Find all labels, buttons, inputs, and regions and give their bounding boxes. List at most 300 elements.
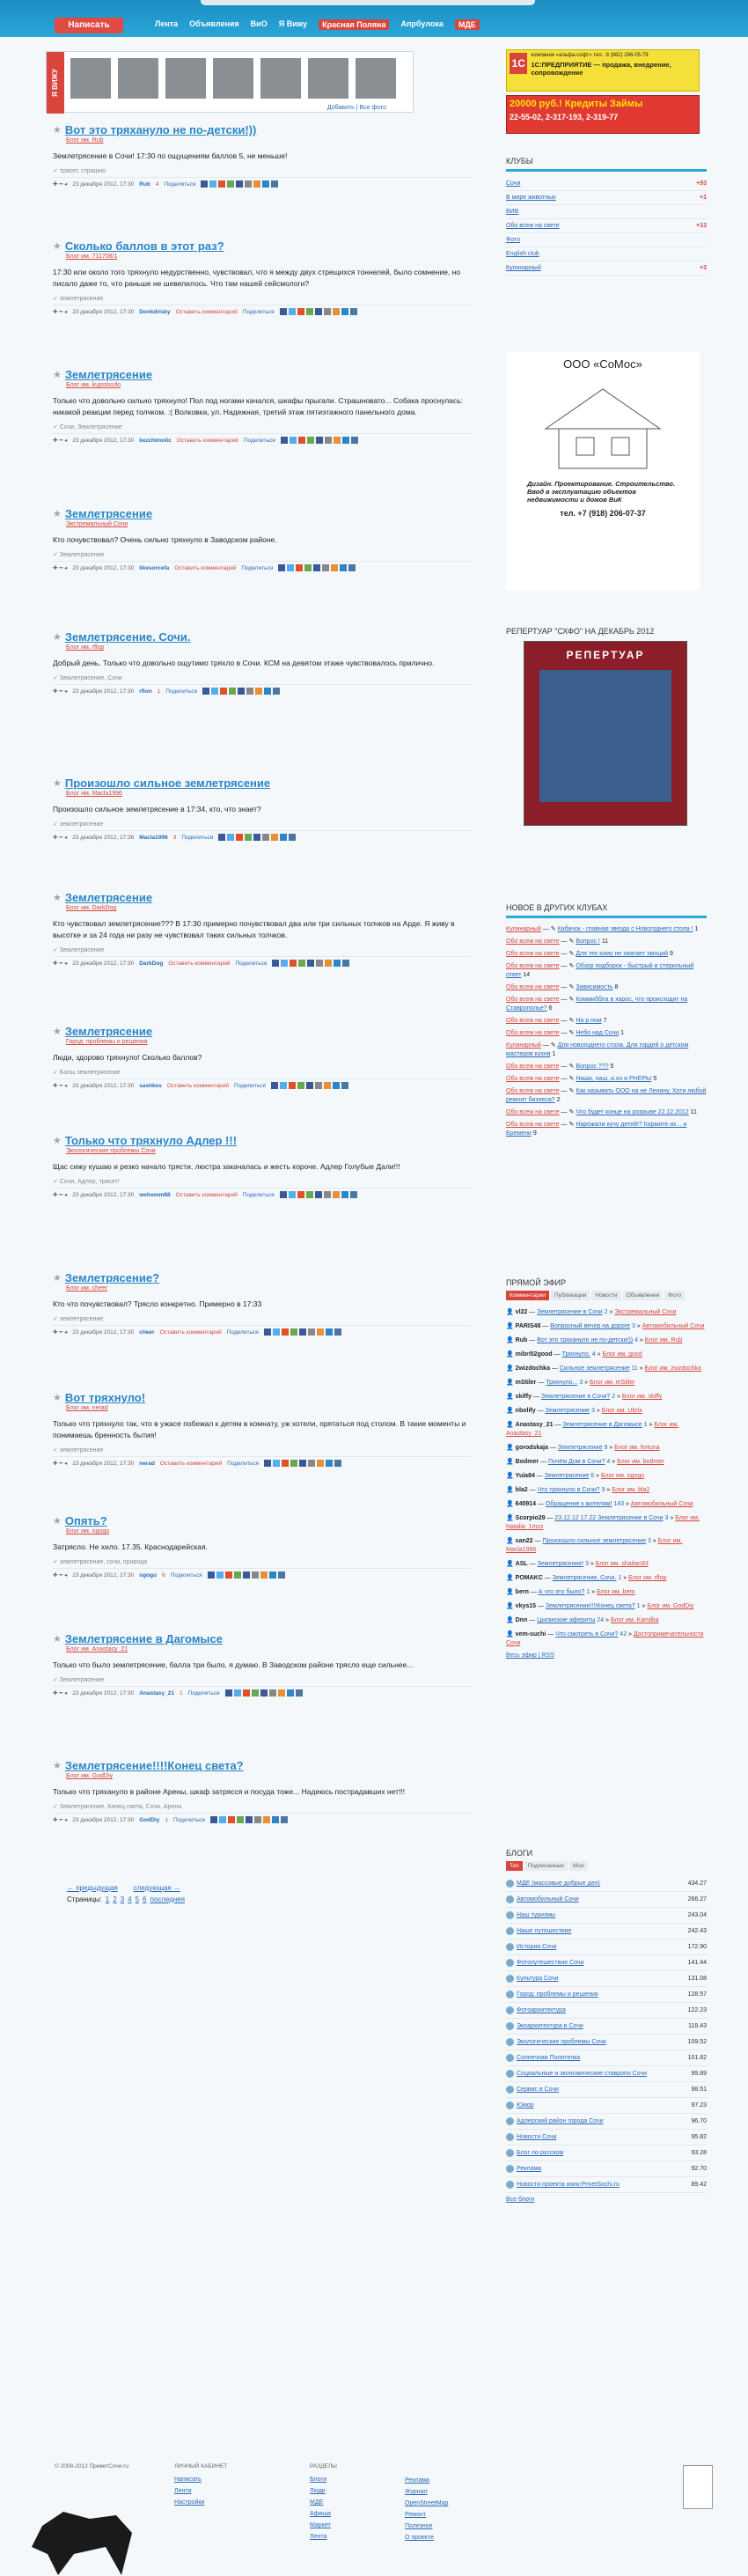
share-icon[interactable] [333,1082,340,1089]
post-title[interactable]: Землетрясение в Дагомысе [64,1632,223,1645]
live-post-link[interactable]: Землетрясение, Сочи. [552,1575,617,1581]
news-post-link[interactable]: Для новогоднего стола. Для гордей о детском мастеров кухня [506,1042,689,1057]
post-comments[interactable]: 3 [172,834,177,841]
share-icon[interactable] [216,1571,224,1579]
page-link-2[interactable]: 2 [113,1895,117,1903]
star-icon[interactable]: ★ [53,241,62,252]
share-icon[interactable] [260,1689,268,1696]
news-post-link[interactable]: Вопрос ! [576,938,600,945]
share-icon[interactable] [227,180,234,188]
footer-link-afisha[interactable]: Афиша [310,2511,331,2517]
news-club-link[interactable]: Обо всем на свете [506,1064,560,1070]
star-icon[interactable]: ★ [53,632,62,643]
post-blog[interactable]: Блог им. DarkDog [66,905,117,911]
footer-link-mde[interactable]: МДЕ [310,2499,324,2506]
share-icon[interactable] [281,437,288,444]
post-blog[interactable]: Блог им. rflop [66,644,105,651]
share-icon[interactable] [209,180,216,188]
blog-link[interactable]: Экоархитектура в Сочи [506,2022,583,2030]
share-link[interactable]: Поделиться [170,1571,202,1579]
post-title[interactable]: Опять? [64,1514,107,1527]
share-icon[interactable] [340,564,347,571]
live-user[interactable]: Yuia84 [515,1473,535,1479]
post-blog[interactable]: Блог им. cheer [66,1285,108,1292]
share-icon[interactable] [307,960,314,967]
photo-thumb[interactable] [165,57,207,99]
post-author[interactable]: GodDiy [139,1816,160,1823]
post-comments[interactable]: Оставить комментарий [175,1191,238,1198]
post-author[interactable]: nerad [139,1460,155,1467]
page-link-1[interactable]: 1 [105,1895,110,1903]
footer-link-market[interactable]: Маркет [310,2522,331,2528]
footer-link-people[interactable]: Люди [310,2488,326,2494]
live-all-link[interactable]: Весь эфир | RSS [506,1652,554,1659]
share-icon[interactable] [333,1191,340,1198]
blog-link[interactable]: Культура Сочи [506,1975,558,1983]
live-post-link[interactable]: Тряхнуло... [546,1380,578,1386]
post-blog[interactable]: Блог им. GodDiy [66,1773,114,1779]
live-user[interactable]: mibri52good [515,1351,553,1358]
news-post-link[interactable]: Что будет конце на розрыве 22.12.2012 [576,1109,689,1115]
news-club-link[interactable]: Обо всем на свете [506,1076,560,1082]
share-icon[interactable] [234,1689,241,1696]
share-icon[interactable] [245,180,252,188]
share-icon[interactable] [299,1328,306,1336]
live-blog-link[interactable]: Блог им. ogogo [600,1473,645,1479]
live-blog-link[interactable]: Блог им. skiffy [621,1394,663,1400]
isee-links[interactable]: Добавить | Все фото [326,105,386,111]
share-link[interactable]: Поделиться [243,437,275,444]
share-icon[interactable] [306,1191,313,1198]
post-title[interactable]: Землетрясение [64,1025,153,1038]
share-icon[interactable] [324,1191,331,1198]
star-icon[interactable]: ★ [53,1393,62,1403]
share-icon[interactable] [272,960,279,967]
share-icon[interactable] [264,688,271,695]
blog-link[interactable]: Фотопутешествие Сочи [506,1959,583,1967]
share-icon[interactable] [289,1082,296,1089]
share-icon[interactable] [225,1689,232,1696]
post-author[interactable]: Macla1996 [139,834,168,841]
share-icon[interactable] [342,960,349,967]
share-icon[interactable] [324,1082,331,1089]
share-icon[interactable] [315,1082,322,1089]
club-link[interactable]: Фото [506,237,521,243]
vote-icon[interactable]: ✚ ━ ◂ [53,1461,68,1467]
news-club-link[interactable]: Обо всем на свете [506,1030,560,1036]
live-user[interactable]: Scorpio29 [515,1515,546,1521]
share-icon[interactable] [225,1571,232,1579]
share-icon[interactable] [278,1689,285,1696]
share-icon[interactable] [341,1191,348,1198]
news-club-link[interactable]: Обо всем на свете [506,938,560,945]
club-link[interactable]: Сочи [506,180,521,187]
post-title[interactable]: Землетрясение!!!!Конец света? [64,1759,244,1772]
share-icon[interactable] [316,960,323,967]
club-link[interactable]: Кулинарный [506,265,541,271]
post-author[interactable]: kezzhimolic [139,437,172,444]
nav-krasnaya-polyana[interactable]: Красная Поляна [319,19,389,30]
live-post-link[interactable]: Тряхнуло. [561,1351,590,1358]
post-blog[interactable]: Блог им. ogogo [66,1528,110,1535]
share-icon[interactable] [236,834,243,841]
post-author[interactable]: DarkDog [139,960,164,967]
nav-aprbulka[interactable]: Апрбулока [400,19,444,28]
news-post-link[interactable]: Наши, наш, и.хн и РНЕРЫ [576,1076,652,1082]
nav-mde[interactable]: МДЕ [455,19,480,30]
live-post-link[interactable]: Землетрясение [545,1408,590,1414]
share-icon[interactable] [278,564,285,571]
photo-thumb[interactable] [70,57,112,99]
share-icon[interactable] [334,1328,341,1336]
share-icon[interactable] [313,564,320,571]
share-link[interactable]: Поделиться [187,1689,220,1696]
share-icon[interactable] [280,1191,287,1198]
share-icon[interactable] [211,688,218,695]
footer-link-settings[interactable]: Настройки [174,2499,205,2506]
share-icon[interactable] [306,1082,313,1089]
share-icon[interactable] [334,1460,341,1467]
live-blog-link[interactable]: Блог им. good [602,1351,642,1358]
live-tab[interactable]: Публикации [551,1291,590,1300]
page-link-last[interactable]: последняя [150,1895,185,1903]
live-user[interactable]: vem-suchi [515,1631,546,1638]
live-user[interactable]: skiffy [515,1394,532,1400]
live-post-link[interactable]: Что смотреть в Сочи? [555,1631,619,1638]
live-user[interactable]: vl22 [515,1309,528,1315]
star-icon[interactable]: ★ [53,1136,62,1146]
post-comments[interactable]: Оставить комментарий [168,960,231,967]
live-blog-link[interactable]: Достопримечательности Сочи [506,1631,704,1646]
share-icon[interactable] [280,308,287,315]
share-icon[interactable] [238,688,245,695]
share-link[interactable]: Поделиться [227,1460,259,1467]
share-icon[interactable] [234,1571,241,1579]
live-user[interactable]: POMAKC [515,1575,543,1581]
post-comments[interactable]: 1 [157,688,161,695]
share-icon[interactable] [326,1328,333,1336]
live-blog-link[interactable]: Блог им. Rub [644,1337,683,1343]
live-user[interactable]: mStiler [515,1380,537,1386]
ad-1c-banner[interactable] [506,49,700,92]
share-link[interactable]: Поделиться [164,180,196,188]
post-title[interactable]: Землетрясение [64,507,153,520]
photo-thumb[interactable] [307,57,349,99]
post-comments[interactable]: Оставить комментарий [159,1460,223,1467]
news-post-link[interactable]: Зависимость [576,984,613,990]
footer-link-osm[interactable]: OpenStreetMap [405,2500,449,2506]
share-icon[interactable] [269,1689,276,1696]
share-icon[interactable] [298,437,305,444]
share-icon[interactable] [350,308,357,315]
share-icon[interactable] [219,1816,226,1823]
blog-link[interactable]: Фотоархитектура [506,2006,566,2014]
post-comments[interactable]: Оставить комментарий [174,564,237,571]
share-icon[interactable] [299,1460,306,1467]
share-icon[interactable] [351,437,358,444]
live-blog-link[interactable]: Блог им. bla2 [612,1487,650,1493]
live-blog-link[interactable]: Блог им. shaitan93 [595,1561,649,1567]
live-user[interactable]: bla2 [515,1487,528,1493]
blog-link[interactable]: Реклама [506,2165,541,2173]
live-blog-link[interactable]: Автомобильный Сочи [630,1501,693,1507]
live-blog-link[interactable]: Блог им. bern [597,1589,635,1595]
share-icon[interactable] [308,1328,315,1336]
post-comments[interactable]: Оставить комментарий [176,437,238,444]
post-title[interactable]: Только что тряхнуло Адлер !!! [64,1134,238,1147]
post-author[interactable]: likesorcefa [139,564,170,571]
vote-icon[interactable]: ✚ ━ ◂ [53,1083,68,1089]
prev-page-link[interactable]: ← предыдущая [67,1884,118,1892]
photo-thumb[interactable] [260,57,302,99]
star-icon[interactable]: ★ [53,1516,62,1527]
blog-link[interactable]: Новости проекта www.PrivetSochi.ru [506,2181,620,2189]
share-link[interactable]: Поделиться [235,960,268,967]
live-post-link[interactable]: Землетрясение [557,1445,603,1451]
live-user[interactable]: 640914 [515,1501,537,1507]
live-blog-link[interactable]: Блог им. Anastasy_21 [506,1422,679,1437]
share-icon[interactable] [290,437,297,444]
share-icon[interactable] [297,1191,304,1198]
vote-icon[interactable]: ✚ ━ ◂ [53,835,68,841]
share-icon[interactable] [297,308,304,315]
post-blog[interactable]: Блог им. 711708/1 [66,254,118,260]
share-icon[interactable] [342,437,349,444]
news-club-link[interactable]: Кулинарный [506,926,541,932]
share-icon[interactable] [271,1082,278,1089]
news-post-link[interactable]: Обзор подборок - быстрый и стерильный ответ [506,963,694,978]
post-title[interactable]: Вот тряхнуло! [64,1391,146,1404]
share-icon[interactable] [350,1191,357,1198]
share-icon[interactable] [262,180,269,188]
share-icon[interactable] [317,1460,324,1467]
live-blog-link[interactable]: Блог им. fortuna [614,1445,660,1451]
news-post-link[interactable]: Нарожали кучу детей!? Кормите их... и Бремени [506,1122,687,1137]
live-blog-link[interactable]: Блог им. bodmer [617,1459,664,1465]
live-post-link[interactable]: Землетрясение [544,1473,590,1479]
star-icon[interactable]: ★ [53,1761,62,1771]
footer-link-ads[interactable]: Реклама [405,2477,430,2484]
share-icon[interactable] [253,180,260,188]
post-blog[interactable]: Экологические проблемы Сочи [66,1148,156,1154]
page-link-3[interactable]: 3 [120,1895,125,1903]
share-link[interactable]: Поделиться [172,1816,205,1823]
star-icon[interactable]: ★ [53,1273,62,1284]
post-author[interactable]: Donkdrisky [139,308,171,315]
news-post-link[interactable]: Для тех кому не хватает эмоций [576,951,669,957]
share-link[interactable]: Поделиться [242,1191,275,1198]
news-club-link[interactable]: Обо всем на свете [506,1018,560,1024]
club-link[interactable]: В мире животных [506,195,556,201]
vote-icon[interactable]: ✚ ━ ◂ [53,960,68,967]
live-blog-link[interactable]: Блог им. GodDiy [647,1603,694,1609]
live-tab[interactable]: Комментарии [506,1291,549,1300]
live-post-link[interactable]: Произошло сильное землетрясение [542,1538,646,1544]
blog-link[interactable]: Экологические проблемы Сочи [506,2038,606,2046]
share-link[interactable]: Поделиться [234,1082,266,1089]
news-post-link[interactable]: Как называть ООО на не Ленину. Хоти любой ремонт бизнеса? [506,1088,707,1103]
live-post-link[interactable]: Почём Дом в Сочи? [548,1459,605,1465]
news-post-link[interactable]: Коммиббла в харос, что происходит на Ставрополье? [506,997,688,1012]
nav-ads[interactable]: Объявления [189,19,239,28]
share-icon[interactable] [271,180,278,188]
share-icon[interactable] [227,834,234,841]
share-icon[interactable] [296,564,303,571]
blog-tab[interactable]: Подписанные [524,1861,568,1871]
share-icon[interactable] [290,1460,297,1467]
post-blog[interactable]: Блог им. Macla1996 [66,791,122,797]
live-post-link[interactable]: А что это было? [538,1589,585,1595]
live-post-link[interactable]: Землетрясение! [537,1561,584,1567]
blog-link[interactable]: Адлерский район города Сочи [506,2117,604,2125]
blog-tab[interactable]: Топ [506,1861,523,1871]
star-icon[interactable]: ★ [53,778,62,789]
live-post-link[interactable]: Сильное землетрясение [559,1365,630,1372]
star-icon[interactable]: ★ [53,1634,62,1645]
share-icon[interactable] [237,1816,244,1823]
live-blog-link[interactable]: Блог им. Kamilka [610,1617,659,1623]
vote-icon[interactable]: ✚ ━ ◂ [53,438,68,444]
post-title[interactable]: Вот это тряхануло не по-детски!)) [64,123,257,136]
share-icon[interactable] [325,960,332,967]
post-comments[interactable]: 1 [165,1816,168,1823]
share-icon[interactable] [341,308,348,315]
post-author[interactable]: rflon [139,688,152,695]
live-user[interactable]: nbolify [515,1408,536,1414]
share-icon[interactable] [236,180,243,188]
share-icon[interactable] [262,834,269,841]
share-icon[interactable] [246,1816,253,1823]
club-link[interactable]: Обо всем на свете [506,223,560,229]
vote-icon[interactable]: ✚ ━ ◂ [53,565,68,571]
photo-thumb[interactable] [212,57,254,99]
live-post-link[interactable]: Землетрясение в Сочи [537,1309,603,1315]
share-link[interactable]: Поделиться [242,308,275,315]
footer-link-write[interactable]: Написать [174,2477,202,2483]
post-title[interactable]: Сколько баллов в этот раз? [64,239,224,253]
vote-icon[interactable]: ✚ ━ ◂ [53,181,68,188]
share-icon[interactable] [202,688,209,695]
share-icon[interactable] [252,1571,259,1579]
write-button[interactable]: Написать [55,18,123,33]
nav-isee[interactable]: Я Вижу [278,19,308,28]
news-club-link[interactable]: Обо всем на свете [506,1109,560,1115]
blog-link[interactable]: Социальные и экономические ставропо Сочи [506,2070,647,2078]
news-post-link[interactable]: Кабачок - главная звезда с Новогоднего стола ! [557,926,693,932]
live-user[interactable]: 2wizdochka [515,1365,550,1372]
share-icon[interactable] [243,1571,250,1579]
live-user[interactable]: PARIS48 [515,1323,541,1329]
vote-icon[interactable]: ✚ ━ ◂ [53,1817,68,1823]
share-icon[interactable] [304,564,312,571]
share-icon[interactable] [220,688,227,695]
share-icon[interactable] [263,1816,270,1823]
share-link[interactable]: Поделиться [181,834,214,841]
share-icon[interactable] [317,1328,324,1336]
share-icon[interactable] [280,1082,287,1089]
live-user[interactable]: Rub [515,1337,528,1343]
post-title[interactable]: Произошло сильное землетрясение [64,776,271,790]
blog-link[interactable]: Солнечная Полятелка [506,2054,580,2062]
share-icon[interactable] [264,1460,271,1467]
share-icon[interactable] [287,1689,294,1696]
share-icon[interactable] [282,1460,289,1467]
share-icon[interactable] [210,1816,217,1823]
blog-link[interactable]: Блог по-русском [506,2149,563,2157]
share-icon[interactable] [341,1082,348,1089]
live-post-link[interactable]: Вот это тряхануло не по-детски!)) [537,1337,634,1343]
post-comments[interactable]: 4 [155,180,159,188]
share-icon[interactable] [315,1191,322,1198]
nav-vio[interactable]: ВиО [250,19,268,28]
blog-tab[interactable]: Мои [569,1861,588,1871]
share-icon[interactable] [287,564,294,571]
share-icon[interactable] [281,960,288,967]
news-club-link[interactable]: Кулинарный [506,1042,541,1049]
share-icon[interactable] [325,437,332,444]
share-link[interactable]: Поделиться [165,688,198,695]
share-icon[interactable] [201,180,208,188]
news-club-link[interactable]: Обо всем на свете [506,1122,560,1128]
share-icon[interactable] [254,1816,261,1823]
news-club-link[interactable]: Обо всем на свете [506,1088,560,1094]
news-club-link[interactable]: Обо всем на свете [506,963,560,969]
live-post-link[interactable]: Землетрясение!!!!Конец света? [545,1603,635,1609]
live-post-link[interactable]: Цыганские афериты [537,1617,596,1623]
share-icon[interactable] [331,564,338,571]
post-title[interactable]: Землетрясение. Сочи. [64,630,191,644]
share-icon[interactable] [322,564,329,571]
blog-link[interactable]: Юмор [506,2101,534,2109]
share-icon[interactable] [273,1460,280,1467]
live-user[interactable]: vkys15 [515,1603,537,1609]
live-post-link[interactable]: 23.12.12 17.22 Землетрясение в Сочи [554,1515,664,1521]
post-blog[interactable]: Блог им. Anastasy_21 [66,1646,128,1652]
post-comments[interactable]: Оставить комментарий [166,1082,230,1089]
blog-link[interactable]: Город: проблемы и решения [506,1991,598,1998]
share-icon[interactable] [316,437,323,444]
live-blog-link[interactable]: Блог им. rflop [628,1575,667,1581]
star-icon[interactable]: ★ [53,370,62,380]
news-club-link[interactable]: Обо всем на свете [506,951,560,957]
blog-link[interactable]: МДЕ (массовые добрые дел) [506,1880,600,1888]
news-post-link[interactable]: Небо над Сочи [576,1030,620,1036]
share-icon[interactable] [333,308,340,315]
vote-icon[interactable]: ✚ ━ ◂ [53,1572,68,1579]
post-blog[interactable]: Блог им. Rub [66,137,104,144]
share-icon[interactable] [282,1328,289,1336]
counter-badge[interactable] [683,2465,713,2509]
share-icon[interactable] [243,1689,250,1696]
share-icon[interactable] [334,960,341,967]
star-icon[interactable]: ★ [53,893,62,903]
star-icon[interactable]: ★ [53,125,62,136]
share-icon[interactable] [289,308,296,315]
share-icon[interactable] [297,1082,304,1089]
live-post-link[interactable]: Что тряхнуло в Сочи? [537,1487,600,1493]
share-icon[interactable] [273,688,280,695]
vote-icon[interactable]: ✚ ━ ◂ [53,1690,68,1696]
post-comments[interactable]: 1 [179,1689,183,1696]
footer-link-feed[interactable]: Лента [174,2488,192,2494]
share-icon[interactable] [273,1328,280,1336]
vote-icon[interactable]: ✚ ━ ◂ [53,309,68,315]
blog-link[interactable]: Новости Сочи [506,2133,556,2141]
share-icon[interactable] [290,1328,297,1336]
live-blog-link[interactable]: Блог им. Ubrix [601,1408,642,1414]
share-icon[interactable] [271,834,278,841]
live-user[interactable]: ASL [515,1561,528,1567]
